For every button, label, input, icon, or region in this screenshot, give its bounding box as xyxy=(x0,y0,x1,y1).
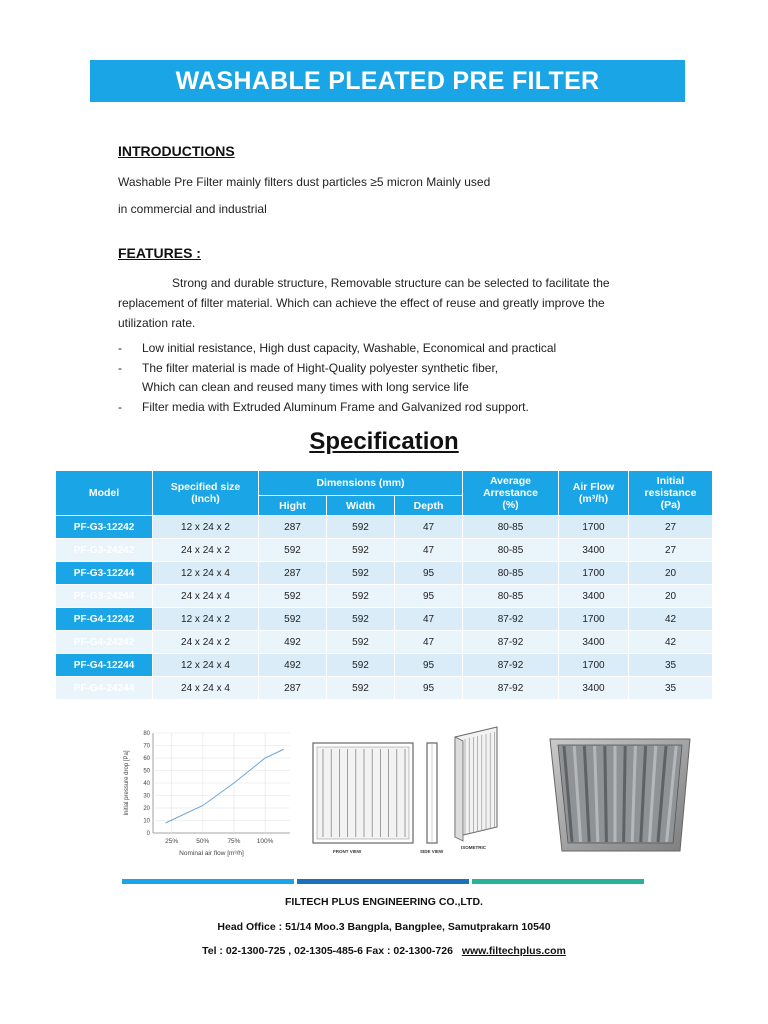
cell-resistance: 42 xyxy=(629,608,713,631)
y-tick-label: 60 xyxy=(143,756,150,762)
header-size-line-1: Specified size xyxy=(170,481,241,493)
cell-size: 12 x 24 x 4 xyxy=(153,562,259,585)
footer-contact-line xyxy=(0,945,768,957)
y-axis-label: Initial pressure drop [Pa] xyxy=(124,750,130,816)
pressure-curve xyxy=(165,749,283,823)
cell-model: PF-G4-24242 xyxy=(56,631,153,654)
bullet-marker: - xyxy=(118,341,122,355)
x-tick-label: 75% xyxy=(227,838,241,845)
header-resistance xyxy=(629,471,713,516)
header-arrestance-line-3: (%) xyxy=(502,499,519,511)
specification-table xyxy=(55,470,713,700)
footer-company: FILTECH PLUS ENGINEERING CO.,LTD. xyxy=(285,896,483,908)
cell-width: 592 xyxy=(327,516,395,539)
features-heading: FEATURES : xyxy=(118,245,201,261)
side-view-label: SIDE VIEW xyxy=(420,849,444,854)
cell-model: PF-G3-12244 xyxy=(56,562,153,585)
cell-arrestance: 80-85 xyxy=(463,562,559,585)
isometric-view xyxy=(455,727,497,841)
cell-width: 592 xyxy=(327,654,395,677)
intro-line-2: in commercial and industrial xyxy=(118,202,267,216)
header-resistance-line-1: Initial xyxy=(656,475,685,487)
cell-arrestance: 87-92 xyxy=(463,677,559,700)
introductions-heading: INTRODUCTIONS xyxy=(118,143,235,159)
y-tick-label: 0 xyxy=(146,831,150,837)
cell-hight: 287 xyxy=(259,677,327,700)
cell-resistance: 20 xyxy=(629,562,713,585)
y-tick-label: 80 xyxy=(143,731,150,737)
cell-width: 592 xyxy=(327,539,395,562)
product-photo xyxy=(540,733,700,863)
cell-depth: 95 xyxy=(395,654,463,677)
cell-airflow: 1700 xyxy=(559,608,629,631)
table-row xyxy=(56,631,713,654)
features-bullet-list xyxy=(118,339,678,417)
footer-website-link[interactable]: www.filtechplus.com xyxy=(461,945,566,957)
table-row xyxy=(56,608,713,631)
cell-size: 12 x 24 x 4 xyxy=(153,654,259,677)
cell-width: 592 xyxy=(327,608,395,631)
photo-pleat xyxy=(605,746,607,842)
bullet-marker: - xyxy=(118,399,122,414)
table-row xyxy=(56,677,713,700)
header-resistance-line-3: (Pa) xyxy=(660,499,681,511)
front-view-media xyxy=(317,747,409,839)
header-resistance-line-2: resistance xyxy=(644,487,697,499)
features-paragraph xyxy=(118,273,658,333)
x-tick-label: 25% xyxy=(165,838,179,845)
y-tick-label: 50 xyxy=(143,768,150,775)
cell-depth: 95 xyxy=(395,562,463,585)
cell-resistance: 20 xyxy=(629,585,713,608)
cell-hight: 492 xyxy=(259,654,327,677)
header-model: Model xyxy=(56,471,153,516)
cell-model: PF-G4-24244 xyxy=(56,677,153,700)
cell-model: PF-G4-12244 xyxy=(56,654,153,677)
cell-depth: 47 xyxy=(395,516,463,539)
table-row xyxy=(56,585,713,608)
cell-depth: 47 xyxy=(395,608,463,631)
cell-arrestance: 80-85 xyxy=(463,585,559,608)
header-arrestance xyxy=(463,471,559,516)
cell-depth: 47 xyxy=(395,539,463,562)
table-row xyxy=(56,539,713,562)
header-specified-size xyxy=(153,471,259,516)
isometric-label: ISOMETRIC xyxy=(461,845,487,850)
cell-resistance: 35 xyxy=(629,677,713,700)
y-tick-label: 10 xyxy=(143,818,150,825)
cell-depth: 47 xyxy=(395,631,463,654)
bullet-marker: - xyxy=(118,360,122,375)
cell-width: 592 xyxy=(327,631,395,654)
table-row xyxy=(56,562,713,585)
cell-arrestance: 87-92 xyxy=(463,654,559,677)
cell-arrestance: 87-92 xyxy=(463,608,559,631)
pressure-drop-chart xyxy=(115,725,295,860)
cell-resistance: 42 xyxy=(629,631,713,654)
y-tick-label: 70 xyxy=(143,743,150,750)
footer-contact: Tel : 02-1300-725 , 02-1305-485-6 Fax : 02-1300-726 xyxy=(202,945,453,957)
header-airflow-line-1: Air Flow xyxy=(572,481,615,493)
cell-hight: 492 xyxy=(259,631,327,654)
header-size-line-2: (Inch) xyxy=(191,493,220,505)
header-dimensions: Dimensions (mm) xyxy=(259,471,463,496)
specification-title: Specification xyxy=(309,428,459,455)
table-row xyxy=(56,516,713,539)
cell-airflow: 1700 xyxy=(559,562,629,585)
cell-depth: 95 xyxy=(395,677,463,700)
footer-address: Head Office : 51/14 Moo.3 Bangpla, Bangplee, Samutprakarn 10540 xyxy=(217,921,551,933)
bullet-text: Filter media with Extruded Aluminum Frame and Galvanized rod support. xyxy=(142,399,529,414)
header-width: Width xyxy=(327,496,395,516)
bullet-line xyxy=(118,339,678,359)
cell-airflow: 1700 xyxy=(559,516,629,539)
y-tick-label: 40 xyxy=(143,781,150,787)
product-figures xyxy=(115,725,695,865)
cell-hight: 287 xyxy=(259,562,327,585)
header-airflow-line-2: (m³/h) xyxy=(578,493,609,505)
cell-width: 592 xyxy=(327,677,395,700)
x-tick-label: 50% xyxy=(196,838,210,845)
intro-line-1: Washable Pre Filter mainly filters dust particles ≥5 micron Mainly used xyxy=(118,175,491,189)
cell-model: PF-G3-24244 xyxy=(56,585,153,608)
cell-model: PF-G3-24242 xyxy=(56,539,153,562)
header-arrestance-line-1: Average xyxy=(489,475,532,487)
x-axis-label: Nominal air flow [m³/h] xyxy=(179,850,244,857)
footer-rule-navy xyxy=(297,879,469,884)
cell-resistance: 35 xyxy=(629,654,713,677)
cell-hight: 592 xyxy=(259,608,327,631)
front-view-label: FRONT VIEW xyxy=(333,849,362,854)
technical-drawing xyxy=(305,725,530,860)
cell-size: 24 x 24 x 2 xyxy=(153,539,259,562)
cell-arrestance: 80-85 xyxy=(463,516,559,539)
cell-airflow: 3400 xyxy=(559,539,629,562)
y-tick-label: 30 xyxy=(143,793,150,800)
header-airflow xyxy=(559,471,629,516)
cell-airflow: 3400 xyxy=(559,677,629,700)
cell-hight: 592 xyxy=(259,585,327,608)
cell-hight: 592 xyxy=(259,539,327,562)
cell-resistance: 27 xyxy=(629,516,713,539)
bullet-text: Which can clean and reused many times with long service life xyxy=(142,380,469,394)
cell-depth: 95 xyxy=(395,585,463,608)
bullet-line xyxy=(118,378,678,398)
cell-width: 592 xyxy=(327,585,395,608)
bullet-text: The filter material is made of Hight-Quality polyester synthetic fiber, xyxy=(142,360,499,375)
bullet-marker xyxy=(118,378,142,398)
footer-rule-teal xyxy=(472,879,644,884)
cell-size: 24 x 24 x 2 xyxy=(153,631,259,654)
table-row xyxy=(56,654,713,677)
photo-pleat xyxy=(624,746,626,842)
cell-airflow: 3400 xyxy=(559,631,629,654)
cell-size: 12 x 24 x 2 xyxy=(153,516,259,539)
cell-airflow: 3400 xyxy=(559,585,629,608)
footer-rule-blue xyxy=(122,879,294,884)
cell-width: 592 xyxy=(327,562,395,585)
bullet-text: Low initial resistance, High dust capacity, Washable, Economical and practical xyxy=(142,341,557,355)
cell-hight: 287 xyxy=(259,516,327,539)
cell-airflow: 1700 xyxy=(559,654,629,677)
x-tick-label: 100% xyxy=(256,838,274,845)
cell-size: 12 x 24 x 2 xyxy=(153,608,259,631)
cell-size: 24 x 24 x 4 xyxy=(153,677,259,700)
header-arrestance-line-2: Arrestance xyxy=(483,487,538,499)
cell-model: PF-G3-12242 xyxy=(56,516,153,539)
features-paragraph-text: Strong and durable structure, Removable structure can be selected to facilitate the replacement of filter material. Which can achieve the effect of reuse and greatly improve the utilization rate. xyxy=(118,276,610,330)
cell-arrestance: 80-85 xyxy=(463,539,559,562)
cell-resistance: 27 xyxy=(629,539,713,562)
page-title: WASHABLE PLEATED PRE FILTER xyxy=(90,60,685,102)
cell-size: 24 x 24 x 4 xyxy=(153,585,259,608)
bullet-line xyxy=(118,398,678,418)
header-hight: Hight xyxy=(259,496,327,516)
header-depth: Depth xyxy=(395,496,463,516)
cell-arrestance: 87-92 xyxy=(463,631,559,654)
cell-model: PF-G4-12242 xyxy=(56,608,153,631)
bullet-line xyxy=(118,359,678,379)
y-tick-label: 20 xyxy=(143,806,150,812)
